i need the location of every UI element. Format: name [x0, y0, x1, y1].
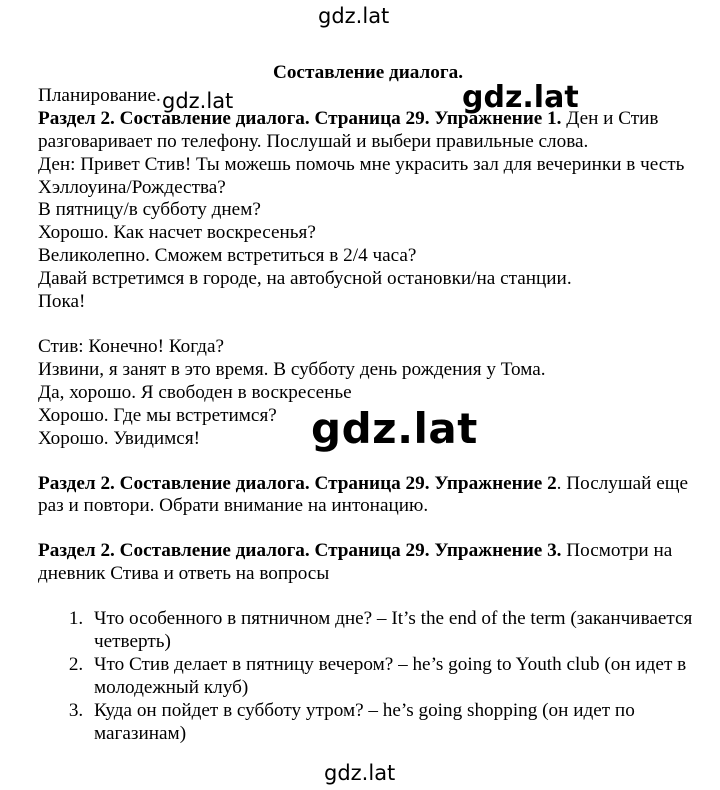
- watermark-bottom: gdz.lat: [324, 761, 396, 785]
- watermark-bold: gdz.lat: [462, 80, 579, 115]
- answer-item: 3. Куда он пойдет в субботу утром? – he’s going shopping (он идет по магазинам): [88, 700, 698, 746]
- exercise-1: [38, 108, 698, 154]
- den-line: В пятницу/в субботу днем?: [38, 199, 261, 221]
- watermark-big: gdz.lat: [311, 404, 478, 453]
- plan-label: Планирование.: [38, 84, 161, 106]
- answer-item: 1. Что особенного в пятничном дне? – It’s the end of the term (заканчивается четверть): [88, 608, 698, 654]
- exercise-3: [38, 540, 698, 586]
- watermark-small: gdz.lat: [162, 89, 234, 113]
- exercise-1-text: Ден и Стив разговаривает по телефону. Послушай и выбери правильные слова.: [38, 107, 659, 152]
- den-line: Давай встретимся в городе, на автобусной остановки/на станции.: [38, 268, 572, 290]
- exercise-2-text: . Послушай еще раз и повтори. Обрати внимание на интонацию.: [38, 472, 689, 517]
- answer-item: 2. Что Стив делает в пятницу вечером? – he’s going to Youth club (он идет в молодежный клуб): [88, 654, 698, 700]
- den-line: Хорошо. Как насчет воскресенья?: [38, 222, 316, 244]
- steve-line: Извини, я занят в это время. В субботу день рождения у Тома.: [38, 358, 546, 380]
- exercise-2: [38, 473, 698, 519]
- den-line: Ден: Привет Стив! Ты можешь помочь мне украсить зал для вечеринки в честь Хэллоуина/Рождества?: [38, 153, 685, 198]
- exercise-1-heading: Раздел 2. Составление диалога. Страница 29. Упражнение 1.: [38, 107, 562, 129]
- exercise-3-text: Посмотри на дневник Стива и ответь на вопросы: [38, 540, 673, 585]
- den-line: Пока!: [38, 291, 86, 313]
- page-title: Составление диалога.: [272, 62, 464, 83]
- answers-list: [38, 608, 698, 745]
- steve-line: Да, хорошо. Я свободен в воскресенье: [38, 381, 352, 403]
- steve-line: Хорошо. Где мы встретимся?: [38, 404, 277, 426]
- steve-line: Стив: Конечно! Когда?: [38, 335, 224, 357]
- den-line: Великолепно. Сможем встретиться в 2/4 часа?: [38, 245, 417, 267]
- watermark-top: gdz.lat: [318, 4, 390, 28]
- exercise-2-heading: Раздел 2. Составление диалога. Страница 29. Упражнение 2: [38, 472, 557, 494]
- exercise-3-heading: Раздел 2. Составление диалога. Страница 29. Упражнение 3.: [38, 540, 562, 562]
- steve-line: Хорошо. Увидимся!: [38, 427, 201, 449]
